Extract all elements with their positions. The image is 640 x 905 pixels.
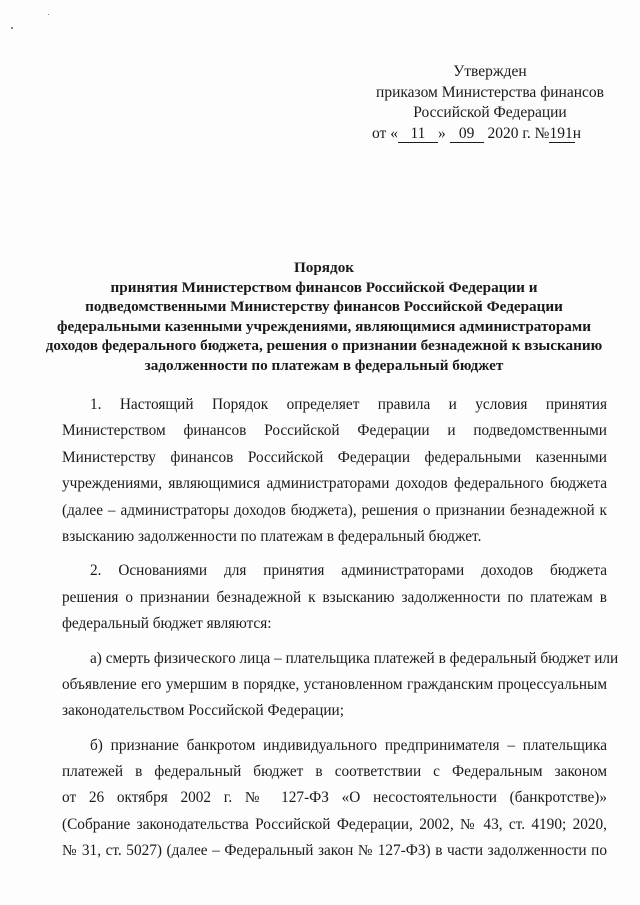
- approval-line-3: Российской Федерации: [413, 104, 567, 121]
- text-line: 2. Основаниями для принятия администраторами доходов бюджета: [90, 562, 607, 580]
- text-line: (Собрание законодательства Российской Федерации, 2002, № 43, ст. 4190; 2020,: [62, 815, 607, 833]
- paragraph-1: [62, 392, 607, 550]
- text-line: законодательством Российской Федерации;: [62, 702, 344, 720]
- text-line: платежей в федеральный бюджет в соответствии с Федеральным законом: [62, 763, 607, 781]
- scan-speck: [11, 27, 13, 29]
- text-line: объявление его умершим в порядке, установленном гражданским процессуальным: [62, 675, 607, 693]
- title-heading: Порядок: [293, 259, 355, 276]
- title-line: федеральными казенными учреждениями, являющимися администраторами: [57, 317, 591, 335]
- approval-line-2: приказом Министерства финансов: [376, 83, 604, 101]
- title-line: доходов федерального бюджета, решения о признании безнадежной к взысканию: [45, 337, 603, 355]
- document-body: [62, 392, 619, 865]
- text-line: № 31, ст. 5027) (далее – Федеральный закон № 127-ФЗ) в части задолженности по: [62, 842, 607, 860]
- text-line: взысканию задолженности по платежам в федеральный бюджет.: [62, 527, 482, 545]
- title-line: принятия Министерством финансов Российской Федерации и: [110, 278, 538, 296]
- paragraph-2: [62, 558, 607, 637]
- approval-stamp: [372, 62, 608, 144]
- text-line: решения о признании безнадежной к взысканию задолженности по платежам в: [62, 588, 607, 606]
- scan-speck: [48, 14, 49, 15]
- text-line: учреждениями, являющимися администраторами доходов федерального бюджета: [62, 475, 607, 493]
- text-line: федеральный бюджет являются:: [62, 615, 272, 633]
- text-line: 1. Настоящий Порядок определяет правила и условия принятия: [90, 396, 607, 413]
- text-line: от 26 октября 2002 г. № 127-ФЗ «О несостоятельности (банкротстве)»: [62, 789, 607, 807]
- document-title: [44, 258, 604, 376]
- approval-date-line: [372, 124, 608, 145]
- subparagraph-a: [62, 646, 619, 725]
- text-line: Министерством финансов Российской Федерации и подведомственными: [62, 422, 607, 440]
- date-month: 09: [450, 125, 484, 143]
- subparagraph-b: [62, 733, 607, 865]
- title-line: задолженности по платежам в федеральный бюджет: [144, 356, 504, 374]
- date-year: 2020 г. №: [487, 124, 550, 142]
- text-line: б) признание банкротом индивидуального предпринимателя – плательщика: [90, 736, 607, 754]
- date-day: 11: [398, 125, 438, 143]
- date-prefix: от «: [372, 124, 398, 142]
- text-line: а) смерть физического лица – плательщика платежей в федеральный бюджет или: [90, 649, 619, 667]
- order-number: 191н: [549, 124, 582, 142]
- text-line: Министерству финансов Российской Федерации федеральными казенными: [62, 448, 607, 466]
- text-line: (далее – администраторы доходов бюджета), решения о признании безнадежной к: [62, 501, 607, 519]
- date-mid: »: [437, 124, 446, 142]
- title-line: подведомственными Министерству финансов Российской Федерации: [85, 298, 563, 316]
- approval-line-1: Утвержден: [453, 63, 527, 80]
